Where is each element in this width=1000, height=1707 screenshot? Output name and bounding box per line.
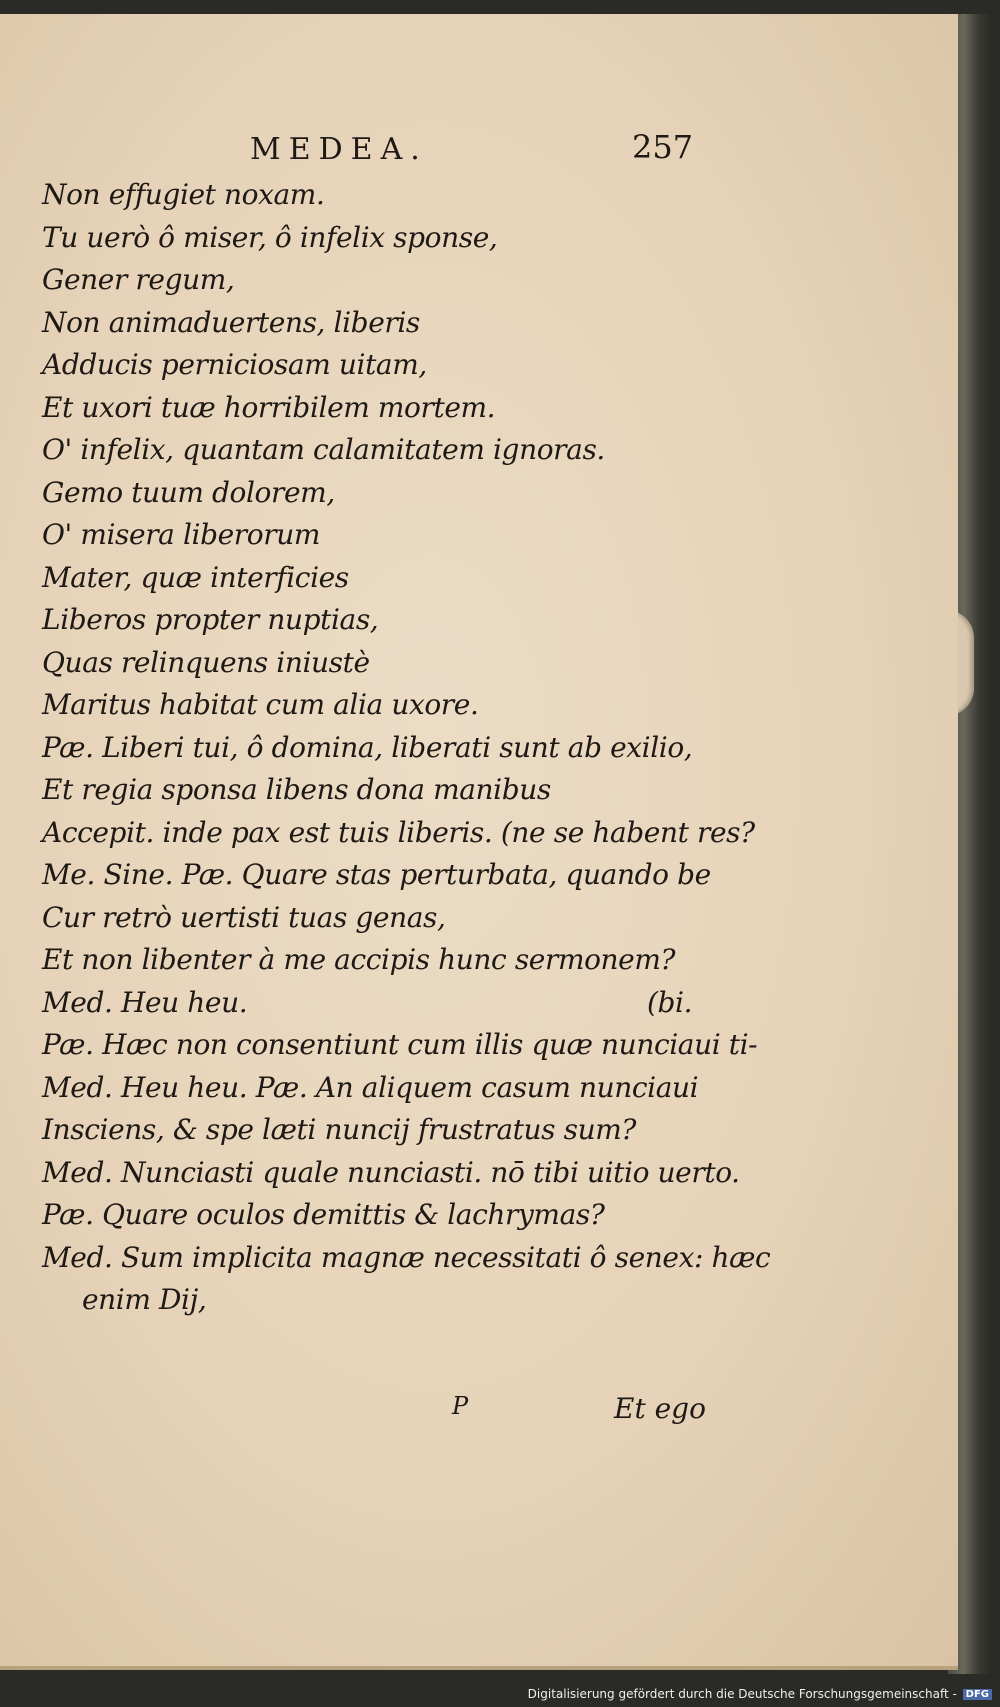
- verse-line: Me. Sine. Pæ. Quare stas perturbata, quando be: [42, 858, 711, 891]
- verse-line: Gener regum,: [42, 263, 235, 296]
- verse-line: Non effugiet noxam.: [42, 178, 325, 211]
- verse-line: Insciens, & spe læti nuncij frustratus sum?: [42, 1113, 636, 1146]
- verse-line: Et non libenter à me accipis hunc sermonem?: [42, 943, 676, 976]
- verse-line: Med. Heu heu. Pæ. An aliquem casum nunciaui: [42, 1070, 699, 1104]
- verse-line: Tu uerò ô miser, ô infelix sponse,: [42, 220, 498, 254]
- verse-line: Med. Sum implicita magnæ necessitati ô senex: hæc: [42, 1240, 771, 1274]
- verse-line: Maritus habitat cum alia uxore.: [42, 688, 479, 721]
- margin-note: (bi.: [647, 985, 693, 1019]
- dfg-logo-icon: DFG: [963, 1689, 992, 1700]
- verse-line: enim Dij,: [82, 1283, 207, 1316]
- verse-text: [42, 174, 771, 1322]
- verse-line: O' infelix, quantam calamitatem ignoras.: [42, 433, 605, 466]
- verse-line: Quas relinquens iniustè: [42, 645, 370, 679]
- verse-line: Et uxori tuæ horribilem mortem.: [42, 390, 496, 424]
- digitization-credit: [528, 1687, 992, 1701]
- book-page: [0, 14, 958, 1670]
- credit-text: Digitalisierung gefördert durch die Deutsche Forschungsgemeinschaft -: [527, 1687, 957, 1701]
- verse-line: Pæ. Quare oculos demittis & lachrymas?: [42, 1198, 605, 1231]
- verse-line: Accepit. inde pax est tuis liberis. (ne se habent res?: [42, 815, 755, 849]
- verse-line: Pæ. Hæc non consentiunt cum illis quæ nunciaui ti-: [42, 1028, 758, 1061]
- verse-line-text: Med. Heu heu.: [42, 985, 248, 1019]
- verse-line: Et regia sponsa libens dona manibus: [42, 773, 551, 806]
- verse-line: Pæ. Liberi tui, ô domina, liberati sunt ab exilio,: [42, 730, 693, 764]
- page-header: [0, 128, 958, 172]
- catchword: Et ego: [614, 1392, 706, 1425]
- page-footer: [0, 1392, 958, 1432]
- verse-line: Med. Nunciasti quale nunciasti. nō tibi uitio uerto.: [42, 1155, 740, 1189]
- running-title: MEDEA.: [250, 132, 428, 167]
- verse-line: O' misera liberorum: [42, 518, 320, 551]
- signature-mark: P: [452, 1392, 469, 1420]
- verse-line: Gemo tuum dolorem,: [42, 475, 335, 509]
- verse-line: Mater, quæ interficies: [42, 560, 349, 594]
- verse-line: Cur retrò uertisti tuas genas,: [42, 900, 446, 934]
- verse-line-with-note: [42, 982, 722, 1025]
- verse-line: Non animaduertens, liberis: [42, 305, 420, 339]
- page-number: 257: [632, 128, 694, 166]
- verse-line: Liberos propter nuptias,: [42, 603, 379, 636]
- verse-line: Adducis perniciosam uitam,: [42, 348, 427, 381]
